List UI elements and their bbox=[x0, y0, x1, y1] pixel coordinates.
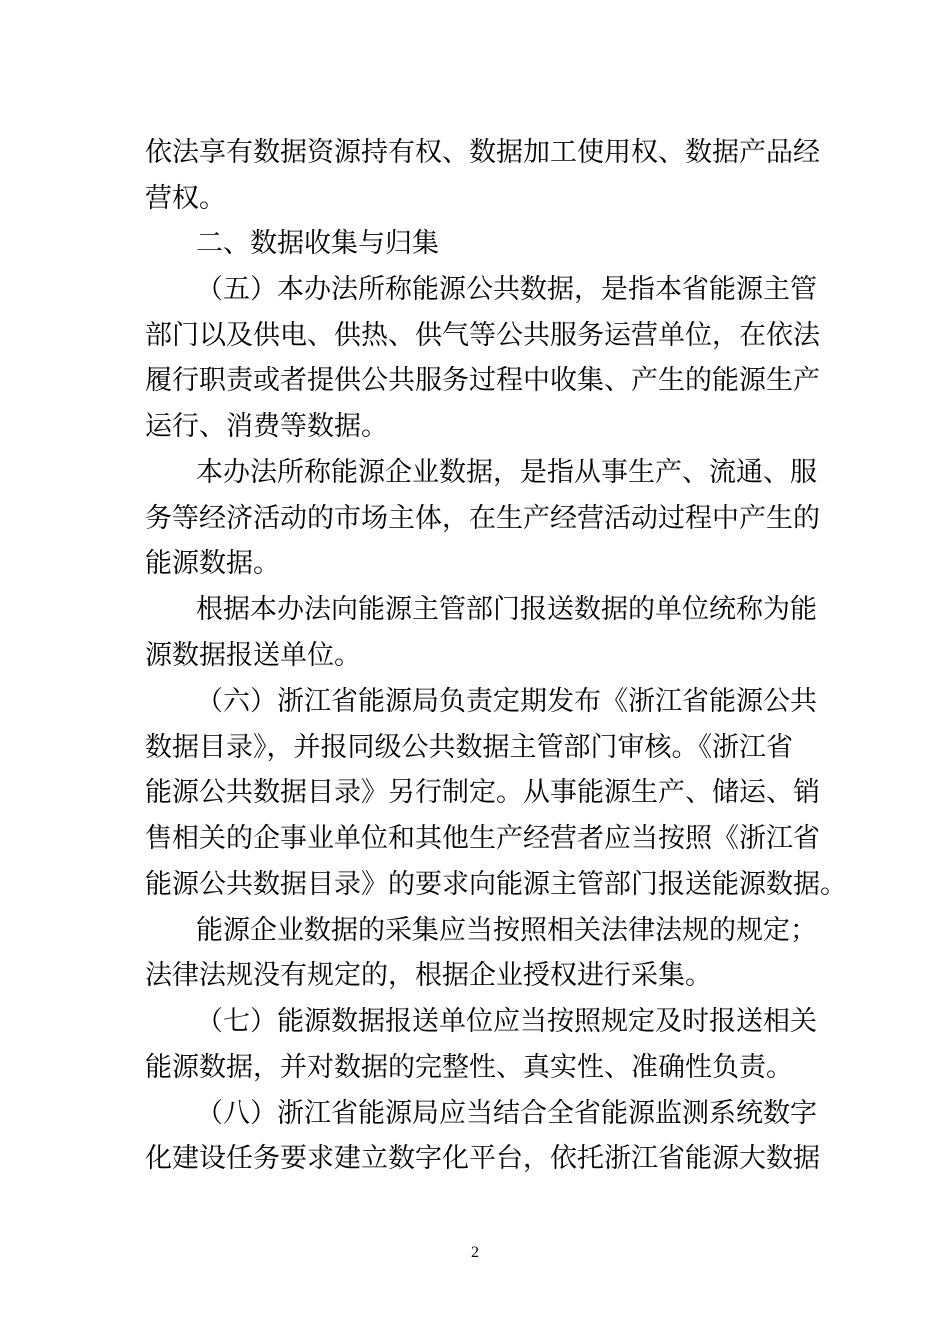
text-line: 履行职责或者提供公共服务过程中收集、产生的能源生产 bbox=[145, 365, 820, 396]
text-line: 能源企业数据的采集应当按照相关法律法规的规定； bbox=[196, 915, 817, 946]
text-line: 运行、消费等数据。 bbox=[145, 411, 388, 442]
text-line: 营权。 bbox=[145, 183, 226, 214]
text-line: 能源数据。 bbox=[145, 548, 280, 579]
text-line: 源数据报送单位。 bbox=[145, 640, 361, 671]
text-line: 能源公共数据目录》另行制定。从事能源生产、储运、销 bbox=[145, 777, 820, 808]
text-line: 能源数据，并对数据的完整性、真实性、准确性负责。 bbox=[145, 1052, 793, 1083]
text-line: 法律法规没有规定的，根据企业授权进行采集。 bbox=[145, 960, 712, 991]
text-line: 本办法所称能源企业数据，是指从事生产、流通、服 bbox=[196, 457, 817, 488]
page-number: 2 bbox=[471, 1244, 479, 1261]
text-line: （七）能源数据报送单位应当按照规定及时报送相关 bbox=[196, 1006, 817, 1037]
text-line: （六）浙江省能源局负责定期发布《浙江省能源公共 bbox=[196, 686, 817, 717]
text-line: 能源公共数据目录》的要求向能源主管部门报送能源数据。 bbox=[145, 869, 847, 900]
text-line: 依法享有数据资源持有权、数据加工使用权、数据产品经 bbox=[145, 137, 820, 168]
text-line: 售相关的企事业单位和其他生产经营者应当按照《浙江省 bbox=[145, 823, 820, 854]
section-heading: 二、数据收集与归集 bbox=[196, 228, 439, 259]
text-line: 根据本办法向能源主管部门报送数据的单位统称为能 bbox=[196, 594, 817, 625]
text-line: （八）浙江省能源局应当结合全省能源监测系统数字 bbox=[196, 1098, 817, 1129]
text-line: （五）本办法所称能源公共数据，是指本省能源主管 bbox=[196, 274, 817, 305]
text-line: 部门以及供电、供热、供气等公共服务运营单位，在依法 bbox=[145, 320, 820, 351]
text-line: 化建设任务要求建立数字化平台，依托浙江省能源大数据 bbox=[145, 1143, 820, 1174]
text-line: 数据目录》，并报同级公共数据主管部门审核。《浙江省 bbox=[145, 732, 793, 763]
text-line: 务等经济活动的市场主体，在生产经营活动过程中产生的 bbox=[145, 503, 820, 534]
